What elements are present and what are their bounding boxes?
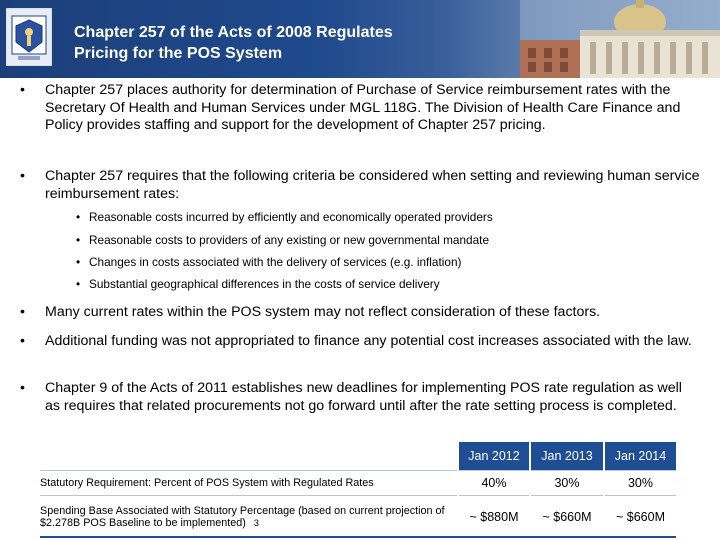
table-cell: 30%	[530, 471, 604, 496]
bullet-dot: •	[20, 168, 25, 184]
table-cell: ~ $660M	[604, 496, 676, 539]
table-row	[40, 471, 676, 496]
page-number: 3	[253, 518, 259, 528]
bullet-dot: •	[20, 82, 25, 98]
column-header: Jan 2012	[458, 442, 530, 471]
title-line-2: Pricing for the POS System	[74, 45, 283, 62]
criteria-text: Changes in costs associated with the delivery of services (e.g. inflation)	[89, 255, 462, 269]
bullet-dot: •	[20, 380, 25, 396]
title-line-1: Chapter 257 of the Acts of 2008 Regulates	[74, 24, 393, 41]
row-label: Spending Base Associated with Statutory Percentage (based on current projection of $2.278B POS Baseline to be implemented)	[40, 505, 445, 529]
bullet-dot: •	[76, 233, 81, 247]
criteria-text: Reasonable costs to providers of any existing or new governmental mandate	[89, 233, 490, 247]
massachusetts-seal-icon	[6, 8, 52, 66]
bullet-dot: •	[76, 210, 81, 224]
table-cell: 30%	[604, 471, 676, 496]
bullet-text: Chapter 257 places authority for determination of Purchase of Service reimbursement rates with the Secretary Of Health and Human Services under MGL 118G. The Division of Health Care Finance and Policy provides staffing and support for the development of Chapter 257 pricing.	[45, 82, 681, 133]
table-header-blank	[40, 442, 458, 471]
bullet-text: Many current rates within the POS system may not reflect consideration of these factors.	[45, 304, 601, 320]
criteria-text: Reasonable costs incurred by efficiently and economically operated providers	[89, 210, 493, 224]
bullet-dot: •	[20, 333, 25, 349]
bullet-text: Additional funding was not appropriated to finance any potential cost increases associated with the law.	[45, 333, 692, 349]
table-cell: ~ $660M	[530, 496, 604, 539]
table-bottom-rule	[40, 536, 676, 538]
column-header: Jan 2013	[530, 442, 604, 471]
table-header-row	[40, 442, 676, 471]
criteria-text: Substantial geographical differences in the costs of service delivery	[89, 277, 440, 291]
bullet-dot: •	[76, 277, 81, 291]
column-header: Jan 2014	[604, 442, 676, 471]
regulation-table	[40, 442, 676, 538]
row-label-cell	[40, 496, 458, 539]
table-cell: ~ $880M	[458, 496, 530, 539]
row-label: Statutory Requirement: Percent of POS System with Regulated Rates	[40, 471, 458, 496]
table-row	[40, 496, 676, 539]
bullet-text: Chapter 9 of the Acts of 2011 establishes new deadlines for implementing POS rate regulation as well as requires that related procurements not go forward until after the rate setting process is completed.	[45, 380, 682, 414]
slide-header	[0, 0, 720, 78]
bullet-text: Chapter 257 requires that the following criteria be considered when setting and reviewing human service reimbursement rates:	[45, 168, 700, 202]
state-house-image	[520, 0, 720, 78]
bullet-dot: •	[20, 304, 25, 320]
page-title	[74, 22, 393, 64]
bullet-dot: •	[76, 255, 81, 269]
table-cell: 40%	[458, 471, 530, 496]
